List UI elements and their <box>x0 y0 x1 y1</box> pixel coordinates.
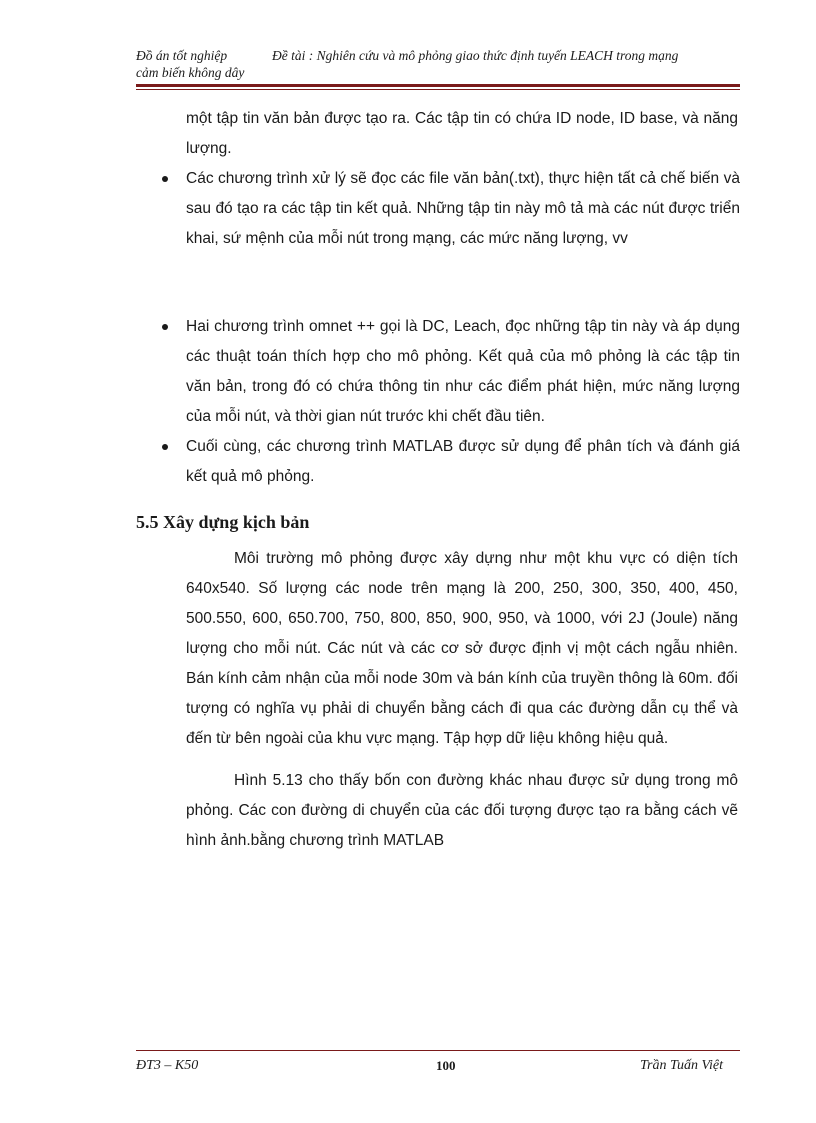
bullet-item <box>160 312 740 432</box>
continuation-text: một tập tin văn bản được tạo ra. Các tập tin có chứa ID node, ID base, và năng lượng. <box>186 110 738 157</box>
footer-author: Trần Tuấn Việt <box>640 1058 723 1073</box>
page-number: 100 <box>436 1058 456 1073</box>
header-topic: Đề tài : Nghiên cứu và mô phỏng giao thức định tuyến LEACH trong mạng <box>272 48 679 63</box>
bullet-dot <box>162 324 168 330</box>
header-rule-thick <box>136 84 740 87</box>
bullet-list-2 <box>160 312 740 492</box>
bullet-item <box>160 432 740 492</box>
bullet-text: Hai chương trình omnet ++ gọi là DC, Leach, đọc những tập tin này và áp dụng các thuật toán thích hợp cho mô phỏng. Kết quả của mô phỏng là các tập tin văn bản, trong đó có chứa thông tin như các điểm phát hiện, mức năng lượng của mỗi nút, và thời gian nút trước khi chết đầu tiên. <box>186 318 740 425</box>
header-rule-thin <box>136 89 740 90</box>
footer-rule <box>136 1050 740 1051</box>
header-topic-continued: cảm biến không dây <box>136 65 245 80</box>
section-heading: 5.5 Xây dựng kịch bản <box>136 512 310 532</box>
bullet-text: Cuối cùng, các chương trình MATLAB được sử dụng để phân tích và đánh giá kết quả mô phỏng. <box>186 438 740 485</box>
bullet-list-1 <box>160 164 740 254</box>
bullet-dot <box>162 444 168 450</box>
bullet-dot <box>162 176 168 182</box>
paragraph-scenario: Môi trường mô phỏng được xây dựng như một khu vực có diện tích 640x540. Số lượng các node trên mạng là 200, 250, 300, 350, 400, 450, 500.550, 600, 650.700, 750, 800, 850, 900, 950, và 1000, với 2J (Joule) năng lượng cho mỗi nút. Các nút và các cơ sở được định vị một cách ngẫu nhiên. Bán kính cảm nhận của mỗi node 30m và bán kính của truyền thông là 60m. đối tượng có nghĩa vụ phải di chuyển bằng cách đi qua các đường dẫn cụ thể và đến từ bên ngoài của khu vực mạng. Tập hợp dữ liệu không hiệu quả. <box>186 550 738 747</box>
bullet-text: Các chương trình xử lý sẽ đọc các file văn bản(.txt), thực hiện tất cả chế biến và sau đó tạo ra các tập tin kết quả. Những tập tin này mô tả mà các nút được triển khai, sứ mệnh của mỗi nút trong mạng, các mức năng lượng, vv <box>186 170 740 247</box>
header-thesis-label: Đồ án tốt nghiệp <box>136 48 228 63</box>
paragraph-figure-ref: Hình 5.13 cho thấy bốn con đường khác nhau được sử dụng trong mô phỏng. Các con đường di chuyển của các đối tượng được tạo ra bằng cách vẽ hình ảnh.bằng chương trình MATLAB <box>186 772 738 849</box>
footer-class: ĐT3 – K50 <box>136 1058 199 1073</box>
bullet-item <box>160 164 740 254</box>
